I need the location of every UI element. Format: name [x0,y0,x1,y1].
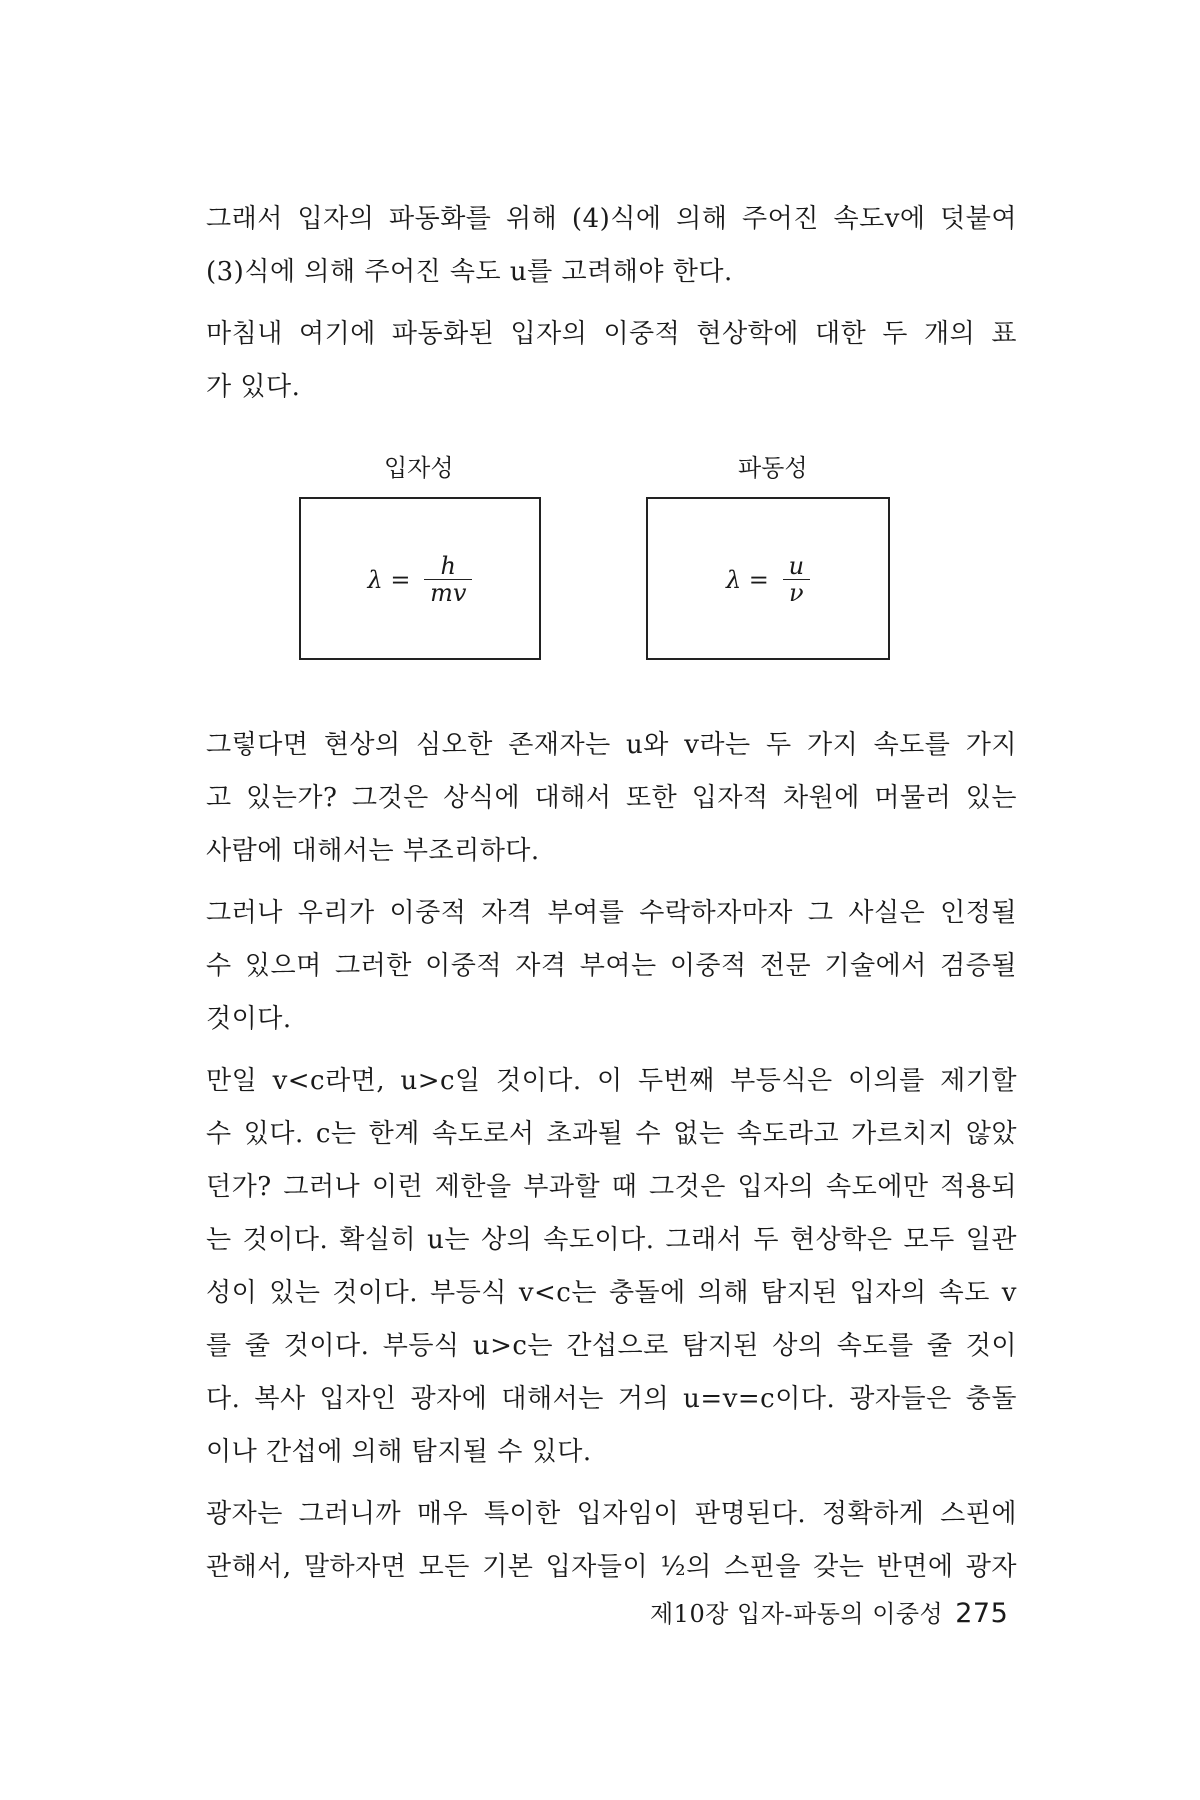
formula-lhs: λ = [725,565,769,594]
text-line: 만일 v<c라면, u>c일 것이다. 이 두번째 부등식은 이의를 제기할 [206,1066,1017,1096]
text-line: 수 있으며 그러한 이중적 자격 부여는 이중적 전문 기술에서 검증될 [206,951,1017,981]
text-line: 그래서 입자의 파동화를 위해 (4)식에 의해 주어진 속도v에 덧붙여 [206,204,1017,234]
text-line: 사람에 대해서는 부조리하다. [206,836,540,866]
text-line: 그렇다면 현상의 심오한 존재자는 u와 v라는 두 가지 속도를 가지 [206,730,1017,760]
page-footer [650,1594,1008,1629]
formula-denominator: ν [789,579,804,607]
text-line: 를 줄 것이다. 부등식 u>c는 간섭으로 탐지된 상의 속도를 줄 것이 [206,1331,1017,1361]
formula-numerator: h [424,554,472,580]
particle-formula-box [299,497,541,660]
text-block-top [172,193,1017,423]
paragraph [172,1488,1017,1594]
text-line: 는 것이다. 확실히 u는 상의 속도이다. 그래서 두 현상학은 모두 일관 [206,1225,1017,1255]
wave-nature-label: 파동성 [738,454,808,482]
formula-denominator: mv [430,579,467,607]
paragraph [172,887,1017,1046]
text-line: 성이 있는 것이다. 부등식 v<c는 충돌에 의해 탐지된 입자의 속도 v [206,1278,1017,1308]
page-number: 275 [955,1598,1009,1629]
text-line: 가 있다. [206,372,301,402]
paragraph [172,193,1017,299]
text-line: 그러나 우리가 이중적 자격 부여를 수락하자마자 그 사실은 인정될 [206,898,1017,928]
text-line: 수 있다. c는 한계 속도로서 초과될 수 없는 속도라고 가르치지 않았 [206,1119,1017,1149]
text-line: (3)식에 의해 주어진 속도 u를 고려해야 한다. [206,257,733,287]
text-line: 던가? 그러나 이런 제한을 부과할 때 그것은 입자의 속도에만 적용되 [206,1172,1017,1202]
formula-lhs: λ = [367,565,411,594]
formula-fraction [424,554,472,605]
formula-fraction [783,554,810,605]
text-line: 관해서, 말하자면 모든 기본 입자들이 ½의 스핀을 갖는 반면에 광자 [206,1552,1017,1582]
text-line: 것이다. [206,1004,292,1034]
text-line: 고 있는가? 그것은 상식에 대해서 또한 입자적 차원에 머물러 있는 [206,783,1017,813]
text-block-bottom [172,719,1017,1603]
text-line: 광자는 그러니까 매우 특이한 입자임이 판명된다. 정확하게 스핀에 [206,1499,1017,1529]
de-broglie-formula [301,554,539,605]
formula-numerator: u [783,554,810,580]
running-head: 제10장 입자-파동의 이중성 [650,1600,944,1628]
paragraph [172,719,1017,878]
text-line: 이나 간섭에 의해 탐지될 수 있다. [206,1437,592,1467]
particle-nature-label: 입자성 [384,454,454,482]
wavelength-formula [648,554,888,605]
text-line: 다. 복사 입자인 광자에 대해서는 거의 u=v=c이다. 광자들은 충돌 [206,1384,1017,1414]
wave-formula-box [646,497,890,660]
paragraph [172,1055,1017,1479]
paragraph [172,308,1017,414]
text-line: 마침내 여기에 파동화된 입자의 이중적 현상학에 대한 두 개의 표 [206,319,1017,349]
